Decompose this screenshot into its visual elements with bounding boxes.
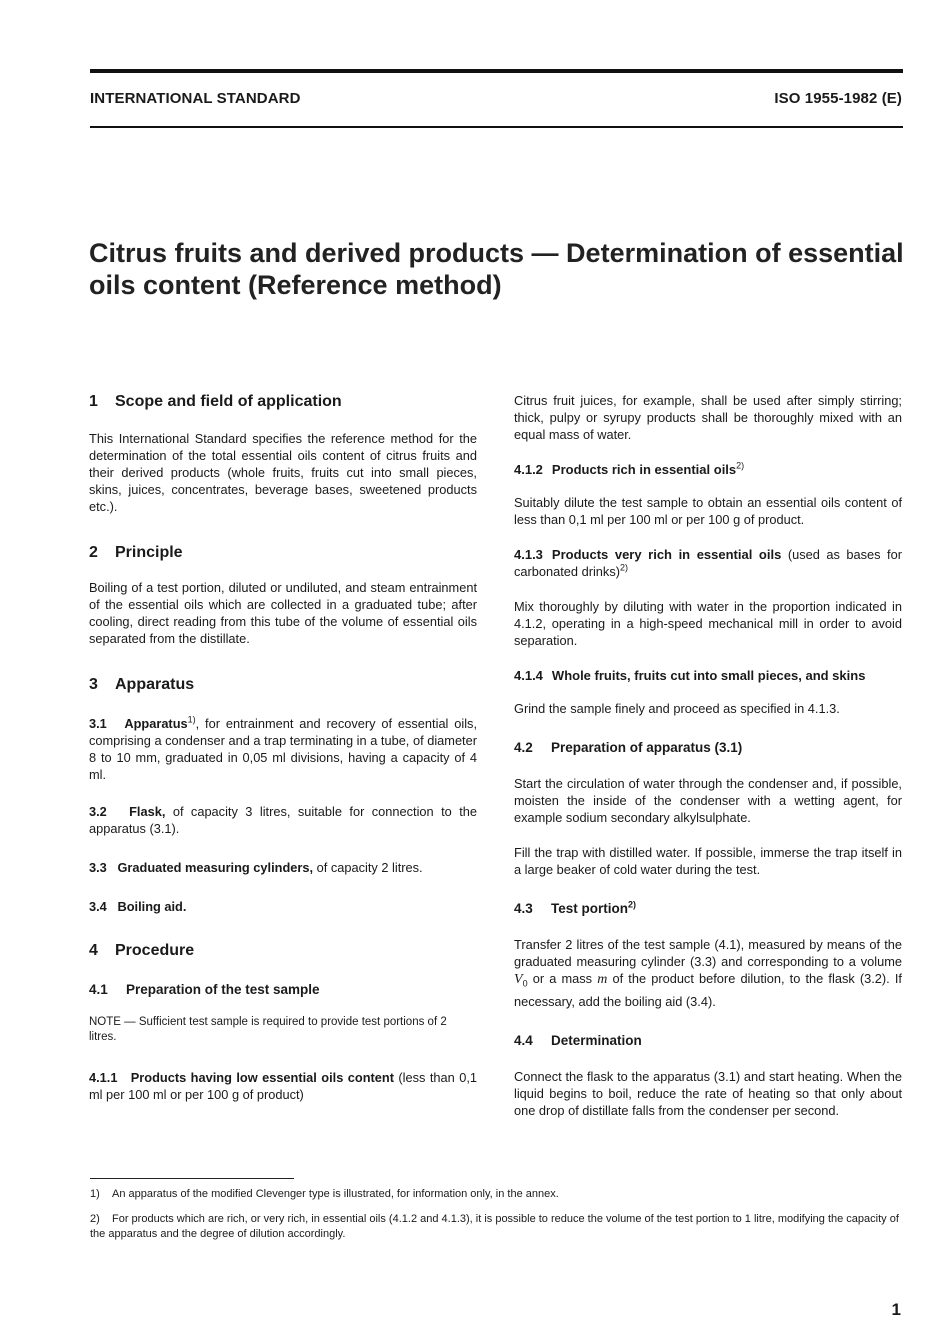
item-4-1-3-heading: 4.1.3 Products very rich in essential oils (used as bases for carbonated drinks)$^{2)}$ [514,547,902,579]
item-4-1-2-text: Suitably dilute the test sample to obtain an essential oils content of less than 0,1 ml per 100 ml or per 100 g of product. [514,495,902,527]
subsection-4-1-heading: 4.1 Preparation of the test sample [89,982,320,997]
footnote-rule [90,1178,294,1179]
section-4-heading: 4 Procedure [89,942,195,959]
item-3-4: 3.4 Boiling aid. [89,899,187,914]
note-4-1: NOTE — Sufficient test sample is required to provide test portions of 2 litres. [89,1016,447,1043]
subsection-4-3-heading: 4.3 Test portion$^{2)}$ [514,899,637,916]
header-bottom-rule [90,126,903,128]
section-1-heading: 1 Scope and field of application [89,393,342,410]
section-4-3-text: Transfer 2 litres of the test sample (4.1), measured by means of the graduated measuring cylinder (3.3) and corresponding to a volume $V_0$ or a mass m of the product before dilution, to the flask (3.2). If necessary, add the boiling aid (3.4). [514,937,902,1009]
section-2-text: Boiling of a test portion, diluted or undiluted, and steam entrainment of the essential oils which are collected in a graduated tube; after cooling, direct reading from this tube of the volume of essential oils separated from the distillate. [89,580,477,646]
item-3-3: 3.3 Graduated measuring cylinders, of capacity 2 litres. [89,860,423,875]
item-4-1-1-continued: Citrus fruit juices, for example, shall be used after simply stirring; thick, pulpy or syrupy products shall be thoroughly mixed with an equal mass of water. [514,393,902,442]
item-3-1: 3.1 Apparatus$^{1)}$, for entrainment and recovery of essential oils, comprising a condenser and a trap terminating in a tube, of diameter 8 to 10 mm, graduated in 0,05 ml divisions, having a capacity of 4 ml. [89,714,478,782]
section-2-heading: 2 Principle [89,544,183,561]
document-title: Citrus fruits and derived products — Determination of essential oils content (Reference method) [89,238,904,300]
section-3-heading: 3 Apparatus [89,676,195,693]
left-column [89,392,477,1103]
footnote-2: 2) For products which are rich, or very rich, in essential oils (4.1.2 and 4.1.3), it is possible to reduce the volume of the test portion to 1 litre, modifying the capacity of the apparatus and the degree of dilution accordingly. [90,1213,899,1240]
page-number: 1 [891,1300,901,1319]
subsection-4-4-heading: 4.4 Determination [514,1032,642,1048]
header-top-rule [90,69,903,73]
section-4-2-paragraph-1: Start the circulation of water through the condenser and, if possible, moisten the inside of the condenser with a wetting agent, for example sodium secondary alkylsulphate. [514,776,902,825]
subsection-4-2-heading: 4.2 Preparation of apparatus (3.1) [514,740,743,755]
footnote-1: 1) An apparatus of the modified Clevenger type is illustrated, for information only, in the annex. [90,1188,559,1200]
section-1-text: This International Standard specifies the reference method for the determination of the total essential oils content of citrus fruits and their derived products (whole fruits, fruits cut into small pieces, skins, juices, concentrates, beverage bases, sweetened products etc.). [89,431,477,514]
item-4-1-3-text: Mix thoroughly by diluting with water in the proportion indicated in 4.1.2, operating in a high-speed mechanical mill in order to avoid separation. [514,599,902,648]
item-4-1-1: 4.1.1 Products having low essential oils content (less than 0,1 ml per 100 ml or per 100 g of product) [89,1070,477,1102]
item-4-1-4-text: Grind the sample finely and proceed as specified in 4.1.3. [514,701,840,716]
item-4-1-4-heading: 4.1.4 Whole fruits, fruits cut into small pieces, and skins [514,668,866,683]
section-4-2-paragraph-2: Fill the trap with distilled water. If possible, immerse the trap itself in a large beaker of cold water during the test. [514,845,902,877]
section-4-4-text: Connect the flask to the apparatus (3.1) and start heating. When the liquid begins to boil, reduce the rate of heating so that only about one drop of distillate falls from the condenser per second. [514,1068,902,1118]
item-3-2: 3.2 Flask, of capacity 3 litres, suitable for connection to the apparatus (3.1). [89,804,477,836]
header-standard-number: ISO 1955-1982 (E) [774,90,902,107]
right-column [514,392,902,1119]
item-4-1-2-heading: 4.1.2 Products rich in essential oils$^{2)}$ [514,460,745,477]
header-standard-label: INTERNATIONAL STANDARD [90,90,301,107]
